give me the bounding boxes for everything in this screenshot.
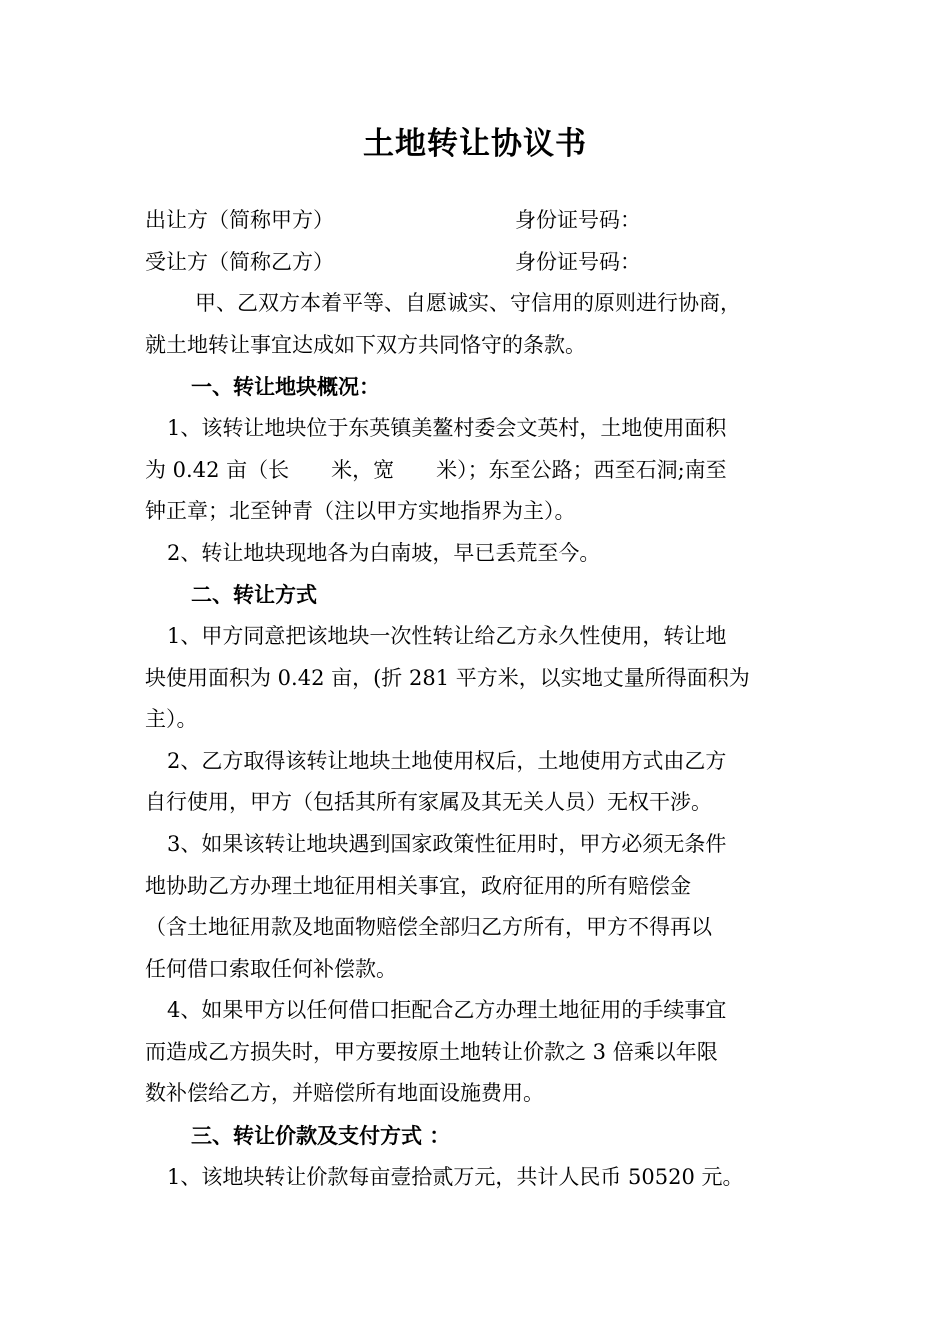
party-id-label: 身份证号码：: [515, 249, 641, 274]
clause-line: 而造成乙方损失时，甲方要按原土地转让价款之 3 倍乘以年限: [145, 1039, 718, 1064]
clause-line: 为 0.42 亩（长 米，宽 米）；东至公路；西至石洞;南至: [145, 457, 727, 482]
clause-line: 2、乙方取得该转让地块土地使用权后，土地使用方式由乙方: [167, 748, 727, 773]
intro-line: 就土地转让事宜达成如下双方共同恪守的条款。: [145, 332, 586, 357]
section-heading: 一、转让地块概况：: [191, 374, 380, 400]
clause-line: 主）。: [145, 707, 198, 732]
clause-line: 4、如果甲方以任何借口拒配合乙方办理土地征用的手续事宜: [167, 998, 727, 1023]
clause-line: 任何借口索取任何补偿款。: [145, 956, 397, 981]
clause-line: 块使用面积为 0.42 亩，(折 281 平方米，以实地丈量所得面积为: [145, 665, 750, 690]
clause-line: 1、该转让地块位于东英镇美鳌村委会文英村，土地使用面积: [167, 415, 727, 440]
clause-line: 2、转让地块现地各为白南坡，早已丢荒至今。: [167, 540, 601, 565]
clause-line: 自行使用，甲方（包括其所有家属及其无关人员）无权干涉。: [145, 790, 712, 815]
page-title: 土地转让协议书: [363, 126, 587, 162]
section-heading: 二、转让方式: [191, 582, 317, 608]
clause-line: 数补偿给乙方，并赔偿所有地面设施费用。: [145, 1081, 544, 1106]
document-body: [145, 200, 810, 1198]
clause-line: 地协助乙方办理土地征用相关事宜，政府征用的所有赔偿金: [145, 873, 691, 898]
section-heading: 三、转让价款及支付方式 ：: [191, 1123, 451, 1149]
clause-line: 钟正章；北至钟青（注以甲方实地指界为主）。: [145, 499, 576, 524]
intro-line: 甲、乙双方本着平等、自愿诚实、守信用的原则进行协商，: [195, 291, 741, 316]
clause-line: 3、如果该转让地块遇到国家政策性征用时，甲方必须无条件: [167, 831, 727, 856]
clause-line: 1、甲方同意把该地块一次性转让给乙方永久性使用，转让地: [167, 623, 727, 648]
clause-line: （含土地征用款及地面物赔偿全部归乙方所有，甲方不得再以: [145, 915, 712, 940]
party-role: 出让方（简称甲方）: [145, 208, 334, 232]
party-transferor: [145, 200, 810, 242]
party-id-label: 身份证号码：: [515, 208, 641, 232]
party-role: 受让方（简称乙方）: [145, 249, 334, 274]
clause-line: 1、该地块转让价款每亩壹拾贰万元，共计人民币 50520 元。: [167, 1164, 744, 1189]
party-transferee: [145, 242, 810, 284]
